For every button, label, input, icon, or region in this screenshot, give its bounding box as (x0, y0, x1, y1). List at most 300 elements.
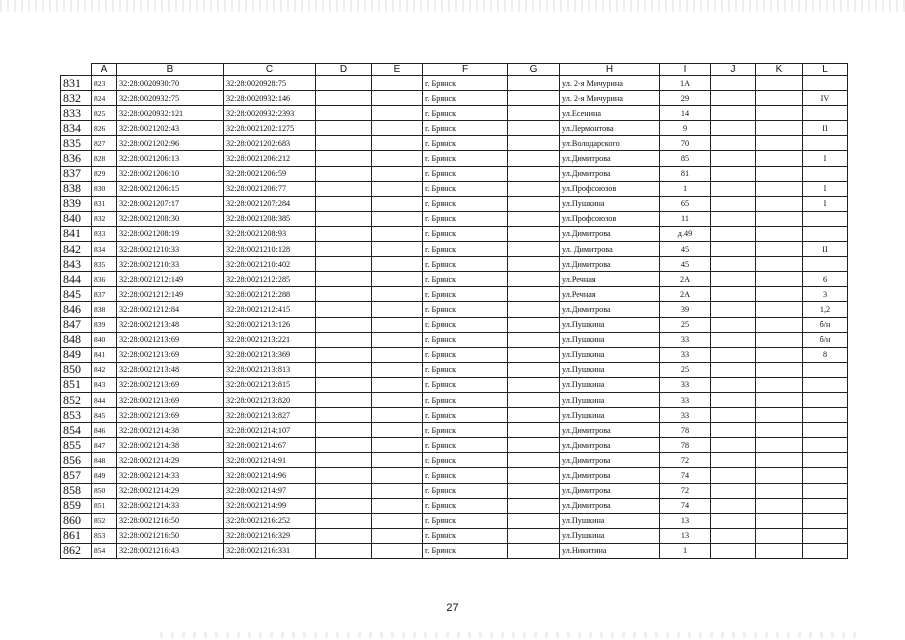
cell-g[interactable] (508, 332, 560, 347)
cell-f[interactable]: г. Брянск (423, 362, 508, 377)
cell-d[interactable] (316, 317, 372, 332)
cell-b[interactable]: 32:28:0020930:70 (117, 76, 224, 91)
row-number[interactable]: 861 (61, 528, 92, 543)
cell-g[interactable] (508, 423, 560, 438)
cell-d[interactable] (316, 226, 372, 241)
cell-l[interactable]: I (803, 196, 848, 211)
cell-d[interactable] (316, 362, 372, 377)
cell-b[interactable]: 32:28:0021213:48 (117, 362, 224, 377)
cell-l[interactable] (803, 377, 848, 392)
cell-e[interactable] (372, 272, 423, 287)
column-header-b[interactable]: B (117, 64, 224, 76)
cell-l[interactable] (803, 543, 848, 558)
cell-g[interactable] (508, 272, 560, 287)
cell-k[interactable] (756, 302, 803, 317)
cell-b[interactable]: 32:28:0021214:29 (117, 483, 224, 498)
cell-b[interactable]: 32:28:0021213:48 (117, 317, 224, 332)
row-number[interactable]: 839 (61, 196, 92, 211)
cell-g[interactable] (508, 392, 560, 407)
cell-d[interactable] (316, 257, 372, 272)
cell-b[interactable]: 32:28:0021213:69 (117, 392, 224, 407)
cell-j[interactable] (711, 242, 756, 257)
cell-e[interactable] (372, 76, 423, 91)
cell-j[interactable] (711, 498, 756, 513)
cell-c[interactable]: 32:28:0021202:683 (224, 136, 316, 151)
cell-a[interactable]: 842 (92, 362, 117, 377)
cell-k[interactable] (756, 211, 803, 226)
cell-l[interactable]: б/н (803, 317, 848, 332)
cell-a[interactable]: 841 (92, 347, 117, 362)
cell-a[interactable]: 830 (92, 181, 117, 196)
cell-c[interactable]: 32:28:0021206:77 (224, 181, 316, 196)
row-number[interactable]: 841 (61, 226, 92, 241)
cell-c[interactable]: 32:28:0021216:331 (224, 543, 316, 558)
cell-l[interactable] (803, 76, 848, 91)
cell-b[interactable]: 32:28:0021208:30 (117, 211, 224, 226)
column-header-a[interactable]: A (92, 64, 117, 76)
cell-g[interactable] (508, 287, 560, 302)
cell-j[interactable] (711, 362, 756, 377)
row-number[interactable]: 859 (61, 498, 92, 513)
cell-c[interactable]: 32:28:0021207:284 (224, 196, 316, 211)
cell-e[interactable] (372, 257, 423, 272)
cell-g[interactable] (508, 543, 560, 558)
cell-j[interactable] (711, 91, 756, 106)
cell-l[interactable] (803, 408, 848, 423)
cell-g[interactable] (508, 317, 560, 332)
cell-i[interactable]: 85 (660, 151, 711, 166)
cell-f[interactable]: г. Брянск (423, 377, 508, 392)
cell-k[interactable] (756, 181, 803, 196)
cell-k[interactable] (756, 438, 803, 453)
cell-c[interactable]: 32:28:0021208:385 (224, 211, 316, 226)
cell-j[interactable] (711, 468, 756, 483)
cell-g[interactable] (508, 106, 560, 121)
cell-f[interactable]: г. Брянск (423, 226, 508, 241)
cell-f[interactable]: г. Брянск (423, 543, 508, 558)
cell-f[interactable]: г. Брянск (423, 498, 508, 513)
cell-b[interactable]: 32:28:0021206:13 (117, 151, 224, 166)
cell-c[interactable]: 32:28:0021216:252 (224, 513, 316, 528)
cell-f[interactable]: г. Брянск (423, 76, 508, 91)
cell-k[interactable] (756, 166, 803, 181)
cell-i[interactable]: 70 (660, 136, 711, 151)
cell-f[interactable]: г. Брянск (423, 272, 508, 287)
cell-a[interactable]: 850 (92, 483, 117, 498)
cell-h[interactable]: ул.Пушкина (560, 528, 660, 543)
cell-f[interactable]: г. Брянск (423, 106, 508, 121)
cell-h[interactable]: ул.Пушкина (560, 347, 660, 362)
row-number[interactable]: 845 (61, 287, 92, 302)
cell-c[interactable]: 32:28:0021214:91 (224, 453, 316, 468)
cell-l[interactable] (803, 362, 848, 377)
cell-b[interactable]: 32:28:0021216:50 (117, 513, 224, 528)
cell-g[interactable] (508, 242, 560, 257)
cell-b[interactable]: 32:28:0021212:149 (117, 287, 224, 302)
cell-a[interactable]: 829 (92, 166, 117, 181)
cell-f[interactable]: г. Брянск (423, 438, 508, 453)
row-number[interactable]: 854 (61, 423, 92, 438)
cell-a[interactable]: 826 (92, 121, 117, 136)
cell-j[interactable] (711, 528, 756, 543)
cell-j[interactable] (711, 377, 756, 392)
cell-h[interactable]: ул.Пушкина (560, 196, 660, 211)
cell-a[interactable]: 848 (92, 453, 117, 468)
cell-j[interactable] (711, 257, 756, 272)
cell-l[interactable] (803, 423, 848, 438)
cell-c[interactable]: 32:28:0021213:221 (224, 332, 316, 347)
cell-j[interactable] (711, 181, 756, 196)
cell-f[interactable]: г. Брянск (423, 196, 508, 211)
cell-h[interactable]: ул.Димитрова (560, 302, 660, 317)
cell-l[interactable] (803, 483, 848, 498)
cell-d[interactable] (316, 287, 372, 302)
cell-l[interactable]: I (803, 181, 848, 196)
row-number[interactable]: 853 (61, 408, 92, 423)
cell-a[interactable]: 824 (92, 91, 117, 106)
cell-g[interactable] (508, 257, 560, 272)
cell-c[interactable]: 32:28:0020932:146 (224, 91, 316, 106)
cell-d[interactable] (316, 528, 372, 543)
cell-j[interactable] (711, 196, 756, 211)
cell-e[interactable] (372, 211, 423, 226)
cell-k[interactable] (756, 332, 803, 347)
cell-e[interactable] (372, 121, 423, 136)
cell-i[interactable]: 25 (660, 317, 711, 332)
cell-e[interactable] (372, 347, 423, 362)
cell-l[interactable] (803, 392, 848, 407)
cell-g[interactable] (508, 468, 560, 483)
cell-l[interactable]: б/н (803, 332, 848, 347)
row-number[interactable]: 842 (61, 242, 92, 257)
cell-g[interactable] (508, 347, 560, 362)
cell-b[interactable]: 32:28:0021212:149 (117, 272, 224, 287)
cell-l[interactable] (803, 438, 848, 453)
cell-b[interactable]: 32:28:0021206:10 (117, 166, 224, 181)
cell-d[interactable] (316, 151, 372, 166)
cell-b[interactable]: 32:28:0020932:121 (117, 106, 224, 121)
cell-e[interactable] (372, 362, 423, 377)
cell-e[interactable] (372, 181, 423, 196)
cell-f[interactable]: г. Брянск (423, 528, 508, 543)
cell-c[interactable]: 32:28:0021214:107 (224, 423, 316, 438)
cell-b[interactable]: 32:28:0021214:33 (117, 498, 224, 513)
cell-g[interactable] (508, 453, 560, 468)
cell-j[interactable] (711, 272, 756, 287)
cell-h[interactable]: ул.Пушкина (560, 362, 660, 377)
cell-c[interactable]: 32:28:0021208:93 (224, 226, 316, 241)
cell-k[interactable] (756, 257, 803, 272)
cell-i[interactable]: 72 (660, 453, 711, 468)
cell-d[interactable] (316, 302, 372, 317)
row-number[interactable]: 837 (61, 166, 92, 181)
cell-c[interactable]: 32:28:0021210:402 (224, 257, 316, 272)
cell-a[interactable]: 853 (92, 528, 117, 543)
cell-l[interactable]: 3 (803, 287, 848, 302)
row-number[interactable]: 862 (61, 543, 92, 558)
cell-b[interactable]: 32:28:0021208:19 (117, 226, 224, 241)
cell-j[interactable] (711, 151, 756, 166)
cell-c[interactable]: 32:28:0021213:827 (224, 408, 316, 423)
row-number[interactable]: 838 (61, 181, 92, 196)
cell-d[interactable] (316, 181, 372, 196)
cell-k[interactable] (756, 196, 803, 211)
cell-h[interactable]: ул.Пушкина (560, 317, 660, 332)
cell-h[interactable]: ул.Димитрова (560, 483, 660, 498)
cell-i[interactable]: 1 (660, 543, 711, 558)
row-number[interactable]: 848 (61, 332, 92, 347)
cell-a[interactable]: 847 (92, 438, 117, 453)
cell-f[interactable]: г. Брянск (423, 166, 508, 181)
cell-j[interactable] (711, 211, 756, 226)
cell-k[interactable] (756, 377, 803, 392)
cell-e[interactable] (372, 242, 423, 257)
cell-e[interactable] (372, 498, 423, 513)
cell-a[interactable]: 851 (92, 498, 117, 513)
cell-k[interactable] (756, 543, 803, 558)
cell-g[interactable] (508, 513, 560, 528)
cell-k[interactable] (756, 483, 803, 498)
cell-h[interactable]: ул.Димитрова (560, 166, 660, 181)
cell-k[interactable] (756, 121, 803, 136)
cell-i[interactable]: 1 (660, 181, 711, 196)
cell-e[interactable] (372, 317, 423, 332)
cell-f[interactable]: г. Брянск (423, 257, 508, 272)
cell-i[interactable]: 33 (660, 377, 711, 392)
cell-a[interactable]: 836 (92, 272, 117, 287)
cell-j[interactable] (711, 483, 756, 498)
cell-e[interactable] (372, 226, 423, 241)
cell-d[interactable] (316, 242, 372, 257)
cell-i[interactable]: 33 (660, 408, 711, 423)
cell-h[interactable]: ул.Пушкина (560, 332, 660, 347)
cell-c[interactable]: 32:28:0020932:2393 (224, 106, 316, 121)
cell-f[interactable]: г. Брянск (423, 408, 508, 423)
row-number[interactable]: 844 (61, 272, 92, 287)
cell-a[interactable]: 831 (92, 196, 117, 211)
row-number[interactable]: 851 (61, 377, 92, 392)
cell-g[interactable] (508, 136, 560, 151)
cell-l[interactable] (803, 136, 848, 151)
cell-h[interactable]: ул.Володарского (560, 136, 660, 151)
cell-d[interactable] (316, 423, 372, 438)
cell-f[interactable]: г. Брянск (423, 317, 508, 332)
cell-h[interactable]: ул.Профсоюзов (560, 181, 660, 196)
row-number[interactable]: 834 (61, 121, 92, 136)
cell-l[interactable] (803, 528, 848, 543)
cell-d[interactable] (316, 377, 372, 392)
row-number[interactable]: 835 (61, 136, 92, 151)
cell-j[interactable] (711, 287, 756, 302)
cell-c[interactable]: 32:28:0021202:1275 (224, 121, 316, 136)
cell-g[interactable] (508, 211, 560, 226)
cell-l[interactable]: 6 (803, 272, 848, 287)
row-number[interactable]: 850 (61, 362, 92, 377)
cell-j[interactable] (711, 423, 756, 438)
cell-j[interactable] (711, 166, 756, 181)
cell-d[interactable] (316, 196, 372, 211)
cell-i[interactable]: 9 (660, 121, 711, 136)
cell-a[interactable]: 838 (92, 302, 117, 317)
cell-a[interactable]: 835 (92, 257, 117, 272)
cell-g[interactable] (508, 166, 560, 181)
cell-b[interactable]: 32:28:0021216:43 (117, 543, 224, 558)
cell-a[interactable]: 843 (92, 377, 117, 392)
cell-j[interactable] (711, 543, 756, 558)
cell-k[interactable] (756, 91, 803, 106)
cell-i[interactable]: 33 (660, 332, 711, 347)
cell-l[interactable] (803, 468, 848, 483)
cell-l[interactable] (803, 226, 848, 241)
cell-g[interactable] (508, 121, 560, 136)
cell-c[interactable]: 32:28:0021213:369 (224, 347, 316, 362)
cell-c[interactable]: 32:28:0021210:128 (224, 242, 316, 257)
cell-k[interactable] (756, 408, 803, 423)
cell-b[interactable]: 32:28:0020932:75 (117, 91, 224, 106)
cell-c[interactable]: 32:28:0021214:67 (224, 438, 316, 453)
cell-g[interactable] (508, 302, 560, 317)
cell-i[interactable]: 39 (660, 302, 711, 317)
cell-a[interactable]: 844 (92, 392, 117, 407)
cell-i[interactable]: 29 (660, 91, 711, 106)
cell-d[interactable] (316, 211, 372, 226)
cell-i[interactable]: 1А (660, 76, 711, 91)
cell-g[interactable] (508, 196, 560, 211)
cell-d[interactable] (316, 498, 372, 513)
cell-h[interactable]: ул.Димитрова (560, 257, 660, 272)
cell-d[interactable] (316, 76, 372, 91)
cell-b[interactable]: 32:28:0021214:38 (117, 423, 224, 438)
cell-b[interactable]: 32:28:0021214:29 (117, 453, 224, 468)
cell-f[interactable]: г. Брянск (423, 181, 508, 196)
cell-k[interactable] (756, 392, 803, 407)
row-number[interactable]: 855 (61, 438, 92, 453)
cell-j[interactable] (711, 453, 756, 468)
cell-f[interactable]: г. Брянск (423, 347, 508, 362)
cell-i[interactable]: 2А (660, 272, 711, 287)
cell-e[interactable] (372, 468, 423, 483)
cell-f[interactable]: г. Брянск (423, 483, 508, 498)
cell-d[interactable] (316, 136, 372, 151)
cell-i[interactable]: 2А (660, 287, 711, 302)
cell-g[interactable] (508, 483, 560, 498)
cell-i[interactable]: 45 (660, 257, 711, 272)
cell-h[interactable]: ул. 2-я Мичурина (560, 76, 660, 91)
cell-f[interactable]: г. Брянск (423, 392, 508, 407)
row-number[interactable]: 852 (61, 392, 92, 407)
cell-h[interactable]: ул.Никитина (560, 543, 660, 558)
cell-k[interactable] (756, 272, 803, 287)
cell-f[interactable]: г. Брянск (423, 211, 508, 226)
cell-b[interactable]: 32:28:0021214:33 (117, 468, 224, 483)
cell-a[interactable]: 825 (92, 106, 117, 121)
cell-k[interactable] (756, 242, 803, 257)
cell-a[interactable]: 823 (92, 76, 117, 91)
cell-c[interactable]: 32:28:0021214:99 (224, 498, 316, 513)
cell-i[interactable]: 33 (660, 392, 711, 407)
column-header-h[interactable]: H (560, 64, 660, 76)
cell-d[interactable] (316, 483, 372, 498)
cell-j[interactable] (711, 513, 756, 528)
cell-f[interactable]: г. Брянск (423, 136, 508, 151)
cell-i[interactable]: д.49 (660, 226, 711, 241)
cell-i[interactable]: 25 (660, 362, 711, 377)
cell-a[interactable]: 827 (92, 136, 117, 151)
cell-f[interactable]: г. Брянск (423, 423, 508, 438)
cell-d[interactable] (316, 392, 372, 407)
cell-a[interactable]: 854 (92, 543, 117, 558)
cell-k[interactable] (756, 362, 803, 377)
cell-j[interactable] (711, 106, 756, 121)
cell-h[interactable]: ул.Лермонтова (560, 121, 660, 136)
cell-k[interactable] (756, 423, 803, 438)
cell-l[interactable]: IV (803, 91, 848, 106)
cell-k[interactable] (756, 513, 803, 528)
row-number[interactable]: 846 (61, 302, 92, 317)
cell-b[interactable]: 32:28:0021210:33 (117, 257, 224, 272)
cell-f[interactable]: г. Брянск (423, 91, 508, 106)
cell-i[interactable]: 33 (660, 347, 711, 362)
cell-i[interactable]: 78 (660, 438, 711, 453)
cell-c[interactable]: 32:28:0021212:415 (224, 302, 316, 317)
cell-g[interactable] (508, 498, 560, 513)
cell-i[interactable]: 81 (660, 166, 711, 181)
cell-d[interactable] (316, 347, 372, 362)
cell-g[interactable] (508, 408, 560, 423)
cell-g[interactable] (508, 181, 560, 196)
cell-h[interactable]: ул.Димитрова (560, 453, 660, 468)
cell-c[interactable]: 32:28:0021213:813 (224, 362, 316, 377)
column-header-d[interactable]: D (316, 64, 372, 76)
cell-k[interactable] (756, 226, 803, 241)
cell-e[interactable] (372, 196, 423, 211)
cell-a[interactable]: 840 (92, 332, 117, 347)
cell-i[interactable]: 45 (660, 242, 711, 257)
cell-h[interactable]: ул.Пушкина (560, 513, 660, 528)
cell-i[interactable]: 14 (660, 106, 711, 121)
cell-d[interactable] (316, 543, 372, 558)
cell-a[interactable]: 828 (92, 151, 117, 166)
row-number[interactable]: 843 (61, 257, 92, 272)
column-header-k[interactable]: K (756, 64, 803, 76)
cell-k[interactable] (756, 106, 803, 121)
cell-e[interactable] (372, 438, 423, 453)
cell-d[interactable] (316, 332, 372, 347)
cell-b[interactable]: 32:28:0021207:17 (117, 196, 224, 211)
column-header-i[interactable]: I (660, 64, 711, 76)
cell-j[interactable] (711, 347, 756, 362)
cell-h[interactable]: ул.Пушкина (560, 408, 660, 423)
cell-l[interactable] (803, 453, 848, 468)
cell-a[interactable]: 834 (92, 242, 117, 257)
cell-e[interactable] (372, 483, 423, 498)
cell-c[interactable]: 32:28:0020928:75 (224, 76, 316, 91)
cell-l[interactable] (803, 106, 848, 121)
cell-j[interactable] (711, 136, 756, 151)
cell-h[interactable]: ул. 2-я Мичурина (560, 91, 660, 106)
cell-e[interactable] (372, 166, 423, 181)
cell-d[interactable] (316, 408, 372, 423)
cell-b[interactable]: 32:28:0021212:84 (117, 302, 224, 317)
cell-a[interactable]: 839 (92, 317, 117, 332)
cell-d[interactable] (316, 106, 372, 121)
cell-a[interactable]: 845 (92, 408, 117, 423)
row-number[interactable]: 833 (61, 106, 92, 121)
cell-a[interactable]: 832 (92, 211, 117, 226)
cell-g[interactable] (508, 377, 560, 392)
cell-j[interactable] (711, 438, 756, 453)
cell-f[interactable]: г. Брянск (423, 151, 508, 166)
